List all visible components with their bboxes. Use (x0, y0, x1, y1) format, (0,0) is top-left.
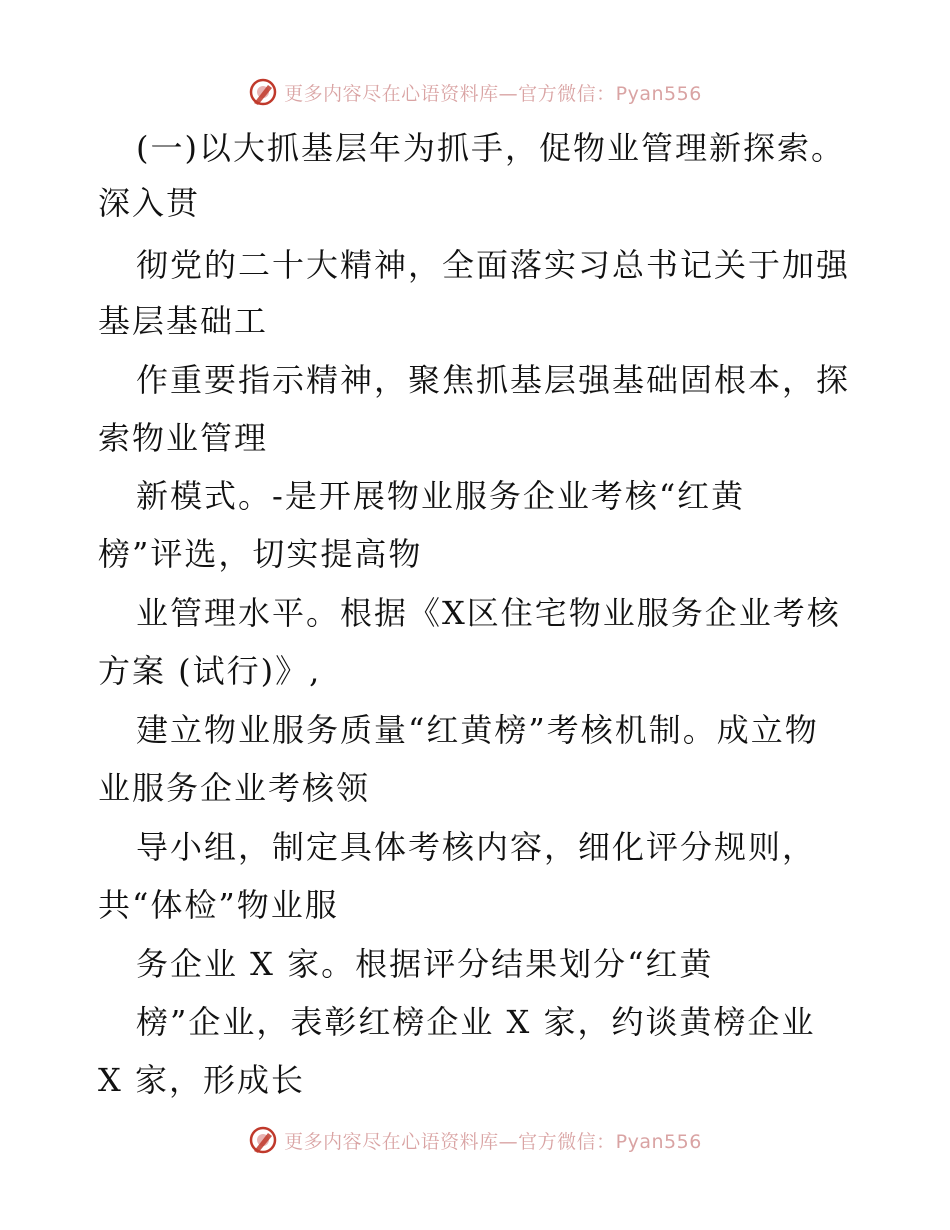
text-line: (一)以大抓基层年为抓手，促物业管理新探索。 (136, 129, 845, 167)
text-line: 业管理水平。根据《X区住宅物业服务企业考核 (136, 594, 841, 632)
text-line: 共“体检”物业服 (98, 886, 339, 924)
text-line: 榜”企业，表彰红榜企业 X 家，约谈黄榜企业 (136, 1003, 816, 1041)
watermark-text: 更多内容尽在心语资料库—官方微信：Pyan556 (284, 1130, 702, 1153)
header-watermark (0, 72, 950, 112)
pen-logo-icon (248, 1125, 278, 1155)
text-line: 方案 (试行)》, (98, 652, 322, 690)
text-line: 基层基础工 (98, 302, 269, 340)
text-line: 榜”评选，切实提高物 (98, 535, 423, 573)
text-line: 建立物业服务质量“红黄榜”考核机制。成立物 (136, 711, 819, 749)
text-line: 新模式。-是开展物业服务企业考核“红黄 (136, 477, 746, 515)
text-line: 作重要指示精神，聚焦抓基层强基础固根本，探 (136, 361, 851, 399)
text-line: 导小组，制定具体考核内容，细化评分规则， (136, 828, 817, 866)
watermark-text: 更多内容尽在心语资料库—官方微信：Pyan556 (284, 82, 702, 105)
footer-watermark (0, 1120, 950, 1160)
pen-logo-icon (248, 77, 278, 107)
text-line: 深入贯 (98, 184, 201, 222)
text-line: 务企业 X 家。根据评分结果划分“红黄 (136, 945, 714, 983)
text-line: X 家，形成长 (98, 1061, 305, 1099)
text-line: 索物业管理 (98, 419, 269, 457)
text-line: 业服务企业考核领 (98, 769, 371, 807)
text-line: 彻党的二十大精神，全面落实习总书记关于加强 (136, 246, 851, 284)
